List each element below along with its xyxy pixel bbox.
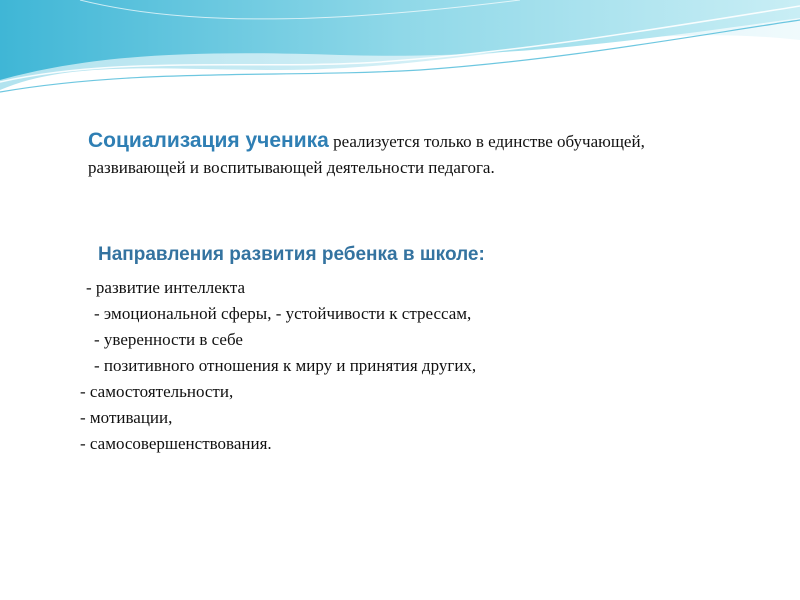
direction-item-motivation: - мотивации,	[80, 408, 173, 427]
direction-item-self-improvement: - самосовершенствования.	[80, 434, 272, 453]
direction-item-emotional: - эмоциональной сферы, - устойчивости к стрессам,	[94, 304, 472, 323]
direction-item-confidence: - уверенности в себе	[94, 330, 243, 349]
direction-item-positive-attitude: - позитивного отношения к миру и принятия других,	[94, 356, 477, 375]
direction-item-independence: - самостоятельности,	[80, 382, 234, 401]
lead-highlight: Социализация ученика	[88, 129, 329, 152]
lead-text: реализуется только в единстве обучающей, развивающей и воспитывающей деятельности педагога.	[88, 132, 645, 177]
lead-paragraph	[88, 128, 688, 181]
direction-item-intellect: - развитие интеллекта	[86, 278, 246, 297]
directions-heading: Направления развития ребенка в школе:	[98, 244, 485, 265]
